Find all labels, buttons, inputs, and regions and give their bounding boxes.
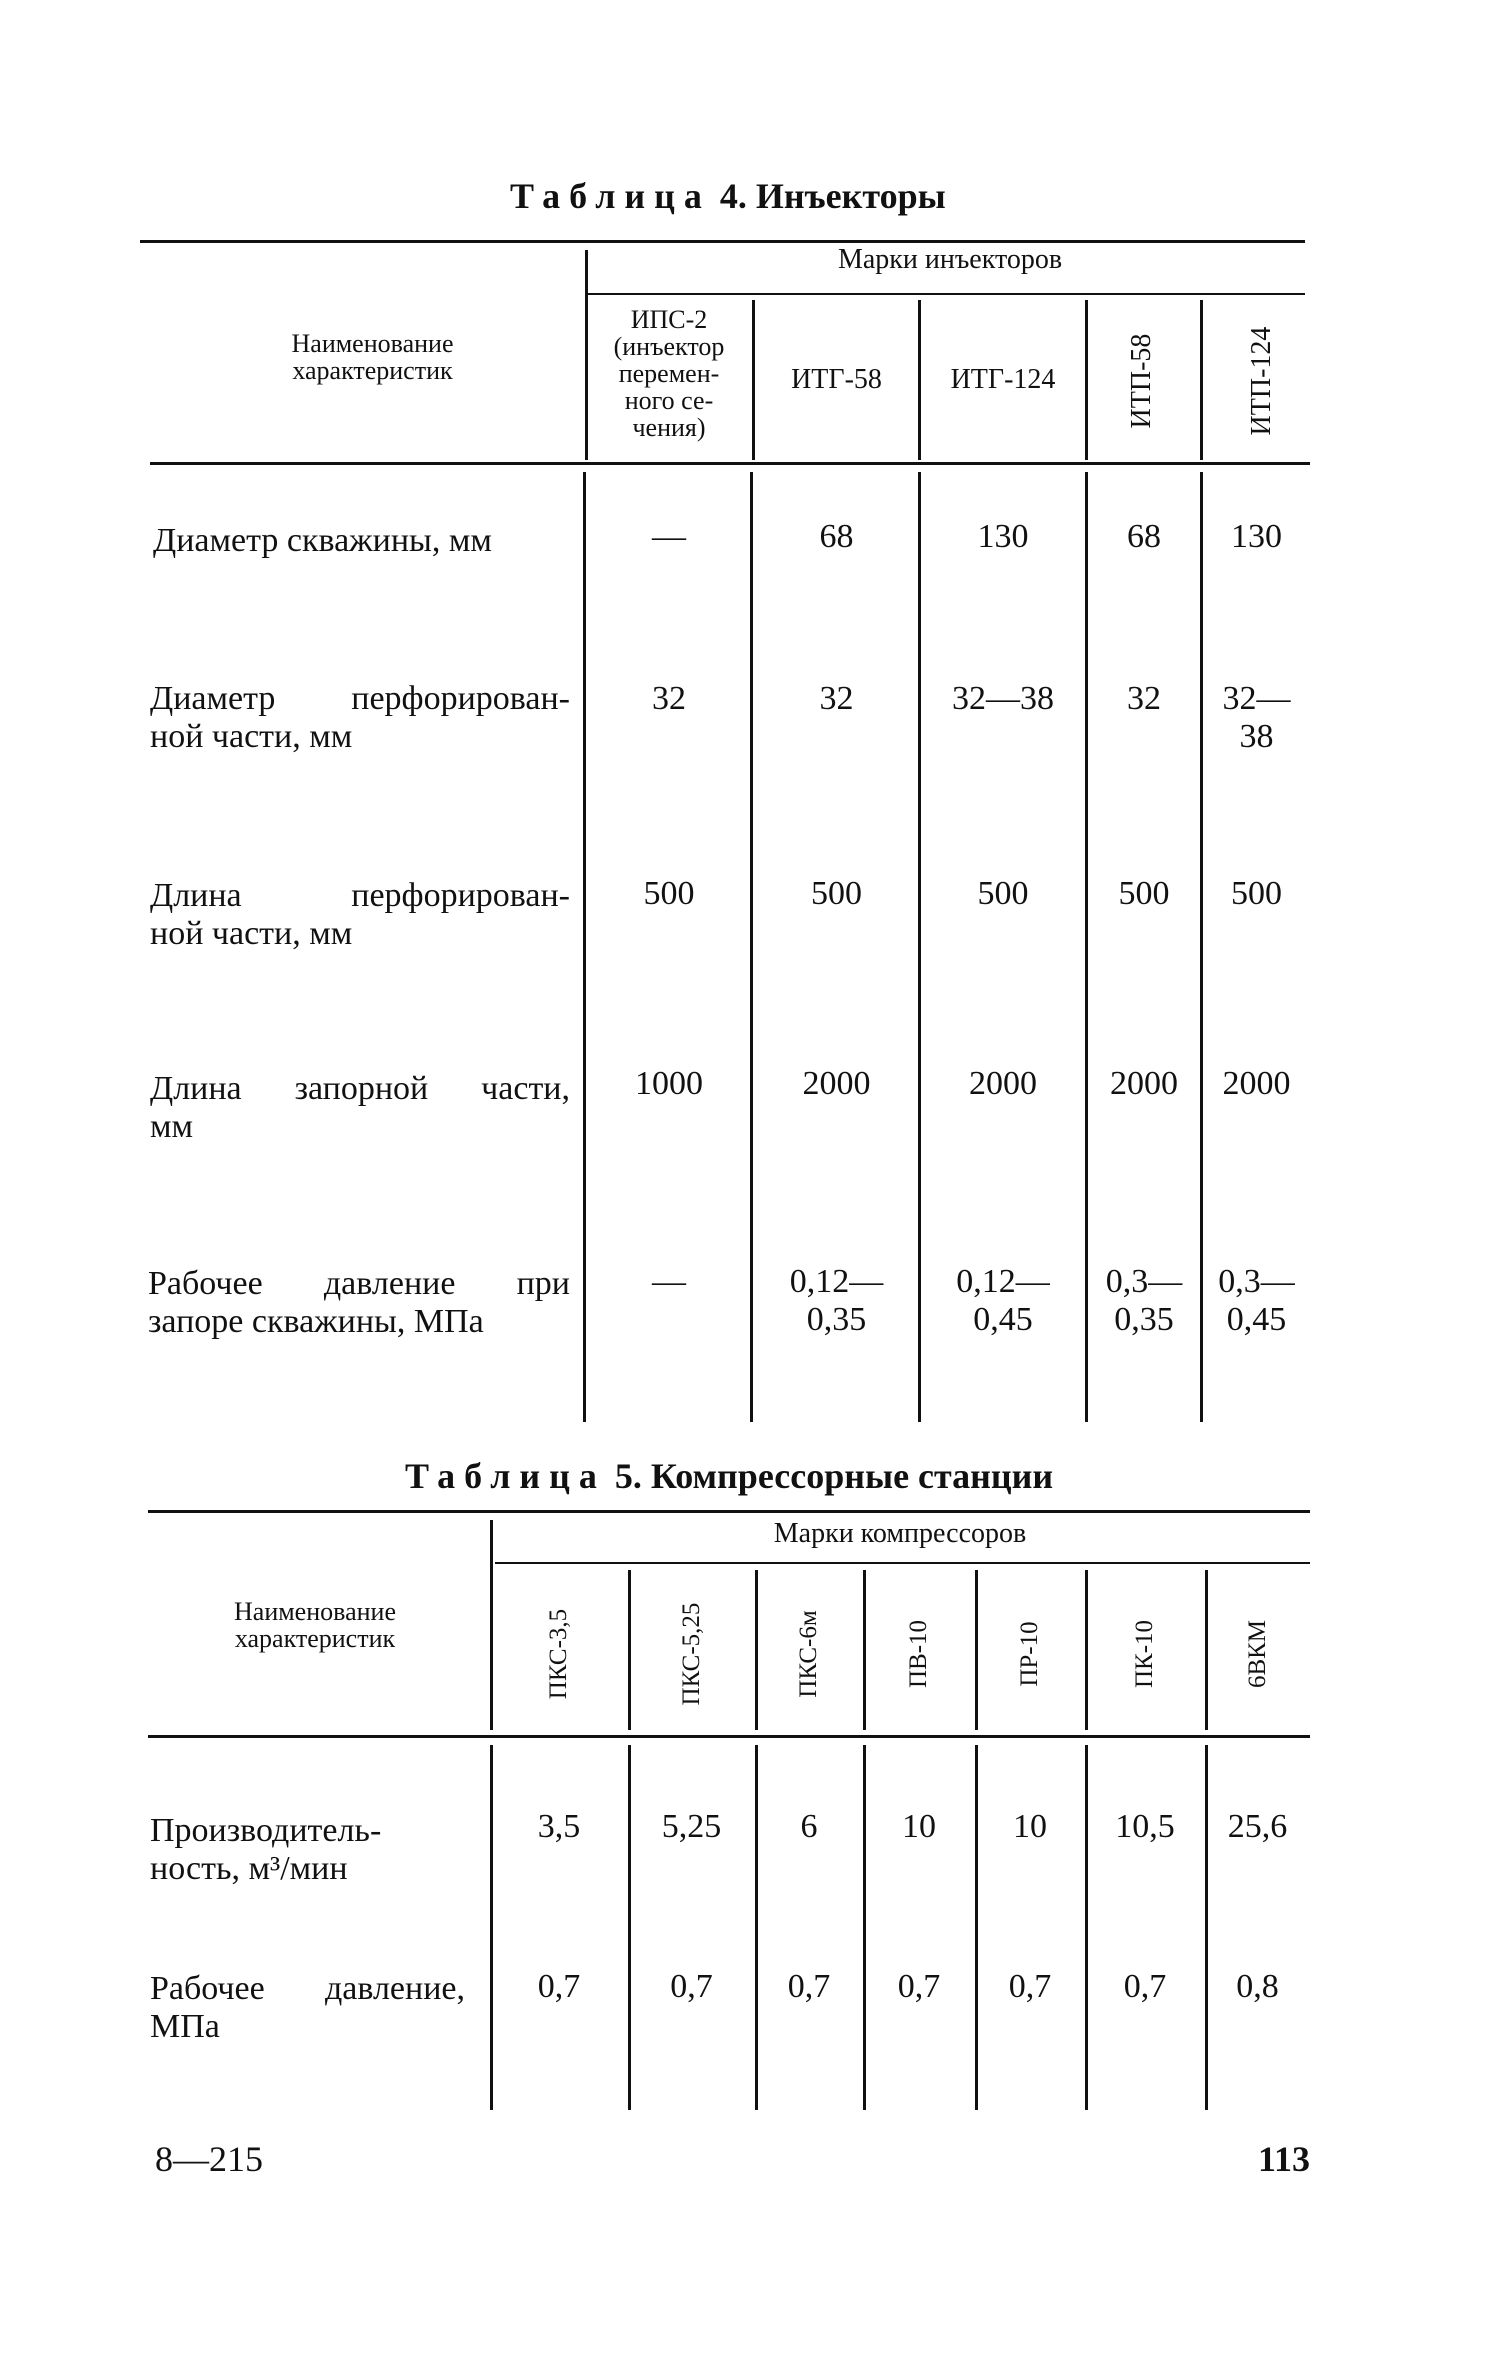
- table5-col-header: ПВ-10: [905, 1619, 932, 1689]
- table5-group-header: Марки компрессоров: [773, 1518, 1027, 1549]
- row-label-line: запоре скважины, МПа: [148, 1303, 484, 1340]
- table5-body-vline: [490, 1745, 493, 2110]
- table4-body-vline-1: [750, 472, 753, 1422]
- page-number: 113: [1258, 2139, 1311, 2179]
- table5-cell: 0,8: [1236, 1968, 1279, 2005]
- table5-cell: 10,5: [1115, 1808, 1175, 1845]
- table5-title-prefix: Таблица: [405, 1456, 606, 1496]
- table4-col-ips: [588, 306, 750, 441]
- table5-cell: 10: [1013, 1808, 1047, 1845]
- table4-col-itp124: ИТП-124: [1246, 326, 1277, 436]
- table4-body-vline-0: [583, 472, 586, 1422]
- table4-row-label: [150, 680, 570, 756]
- table4-cell: 500: [977, 875, 1029, 912]
- table5-top-rule: [148, 1510, 1310, 1513]
- table4-name-header: Наименование характеристик: [291, 329, 454, 385]
- row-label-line: ной части, мм: [150, 718, 353, 755]
- table4-cell: 32—38: [952, 680, 1054, 717]
- table5-col-header: ПКС-3,5: [545, 1608, 572, 1700]
- table5-col-header: ПКС-5,25: [677, 1602, 705, 1706]
- table4-group-rule: [588, 293, 1305, 295]
- row-label-line: Длина запорной части,: [150, 1070, 570, 1107]
- table5-col-header: ПК-10: [1131, 1619, 1158, 1689]
- table5-vline: [755, 1570, 758, 1730]
- table5-body-vline: [1085, 1745, 1088, 2110]
- row-label-line: Диаметр перфорирован-: [150, 680, 570, 717]
- table5-vline: [628, 1570, 631, 1730]
- table5-col-header: ПР-10: [1016, 1621, 1043, 1687]
- table4-vline-4: [1200, 300, 1203, 460]
- table4-title-rest: 4. Инъекторы: [719, 176, 946, 216]
- table5-row-label: [150, 1812, 470, 1888]
- row-label-line: Производитель-: [150, 1812, 382, 1849]
- table4-cell: 130: [1231, 518, 1282, 555]
- col-ips-line: ИПС-2: [630, 305, 708, 334]
- table5-cell: 0,7: [1008, 1968, 1052, 2005]
- table5-cell: 25,6: [1227, 1808, 1288, 1845]
- table4-row-label: [148, 1265, 570, 1341]
- table4-top-rule: [140, 240, 1305, 243]
- table4-cell: 130: [977, 518, 1029, 555]
- table4-cell: 0,12— 0,45: [956, 1263, 1050, 1338]
- table5-cell: 3,5: [537, 1808, 581, 1845]
- table5-cell: 0,7: [670, 1968, 713, 2005]
- table5-body-vline: [1205, 1745, 1208, 2110]
- table4-cell: 68: [819, 518, 854, 555]
- table4-title-prefix: Таблица: [510, 176, 711, 216]
- table4-col-itg58: ИТГ-58: [791, 364, 882, 395]
- table5-vline: [863, 1570, 866, 1730]
- table4-cell: 2000: [969, 1065, 1037, 1102]
- row-label-line: Рабочее давление,: [150, 1970, 465, 2007]
- table5-col-header: 6ВКМ: [1243, 1619, 1271, 1689]
- row-label-line: ной части, мм: [150, 915, 353, 952]
- table5-group-rule: [495, 1562, 1310, 1564]
- table4-cell: —: [652, 1263, 686, 1300]
- table5-vline: [1085, 1570, 1088, 1730]
- table4-cell: 32— 38: [1222, 680, 1291, 755]
- table4-col-itp58: ИТП-58: [1126, 333, 1157, 429]
- table4-col-itg124: ИТГ-124: [950, 364, 1056, 395]
- table5-vline: [490, 1520, 493, 1730]
- col-ips-line: перемен-: [618, 359, 720, 388]
- footer-left: 8—215: [155, 2139, 263, 2179]
- table4-cell: 32: [652, 680, 686, 717]
- table5-title: [405, 1455, 1053, 1497]
- table4-cell: 32: [819, 680, 854, 717]
- table4-vline-3: [1085, 300, 1088, 460]
- row-label-line: Диаметр скважины, мм: [153, 522, 492, 559]
- row-label-line: МПа: [150, 2008, 220, 2045]
- table5-title-rest: 5. Компрессорные станции: [614, 1456, 1054, 1496]
- table4-cell: 2000: [1110, 1065, 1178, 1102]
- table4-cell: 500: [643, 875, 695, 912]
- table5-body-vline: [628, 1745, 631, 2110]
- table4-cell: 0,12— 0,35: [789, 1263, 884, 1338]
- table4-cell: 500: [811, 875, 862, 912]
- table5-header-rule: [148, 1735, 1310, 1738]
- table5-cell: 0,7: [1123, 1968, 1167, 2005]
- table5-cell: 6: [800, 1808, 818, 1845]
- table4-cell: 32: [1127, 680, 1161, 717]
- row-label-line: Длина перфорирован-: [150, 877, 570, 914]
- table4-cell: 500: [1118, 875, 1170, 912]
- table5-name-header: Наименование характеристик: [234, 1597, 396, 1653]
- table5-col-header: ПКС-6м: [795, 1610, 822, 1698]
- col-ips-line: чения): [632, 413, 706, 442]
- table4-cell: 0,3— 0,45: [1218, 1263, 1295, 1338]
- table5-row-label: [150, 1970, 465, 2046]
- table4-row-label: [150, 1070, 570, 1146]
- table4-cell: 0,3— 0,35: [1105, 1263, 1183, 1338]
- table5-vline: [1205, 1570, 1208, 1730]
- table4-cell: 68: [1127, 518, 1161, 555]
- table5-body-vline: [755, 1745, 758, 2110]
- table5-cell: 0,7: [787, 1968, 831, 2005]
- table4-cell: 2000: [1222, 1065, 1291, 1102]
- row-label-line: Рабочее давление при: [148, 1265, 570, 1302]
- col-ips-line: (инъектор: [613, 332, 725, 361]
- table4-group-header: Марки инъекторов: [837, 244, 1063, 275]
- table5-cell: 5,25: [661, 1808, 722, 1845]
- table4-cell: 1000: [635, 1065, 703, 1102]
- table5-cell: 0,7: [537, 1968, 581, 2005]
- table5-cell: 10: [902, 1808, 936, 1845]
- table4-cell: 500: [1231, 875, 1282, 912]
- table4-row-label: [150, 877, 570, 953]
- table4-row-label: [153, 522, 573, 560]
- table5-body-vline: [863, 1745, 866, 2110]
- table4-header-rule: [150, 462, 1310, 465]
- table5-cell: 0,7: [897, 1968, 941, 2005]
- row-label-line: ность, м³/мин: [150, 1850, 348, 1887]
- table4-title: [510, 175, 946, 217]
- table4-cell: 2000: [802, 1065, 871, 1102]
- table5-vline: [975, 1570, 978, 1730]
- table5-body-vline: [975, 1745, 978, 2110]
- row-label-line: мм: [150, 1108, 194, 1145]
- col-ips-line: ного се-: [624, 386, 714, 415]
- table4-cell: —: [652, 518, 686, 555]
